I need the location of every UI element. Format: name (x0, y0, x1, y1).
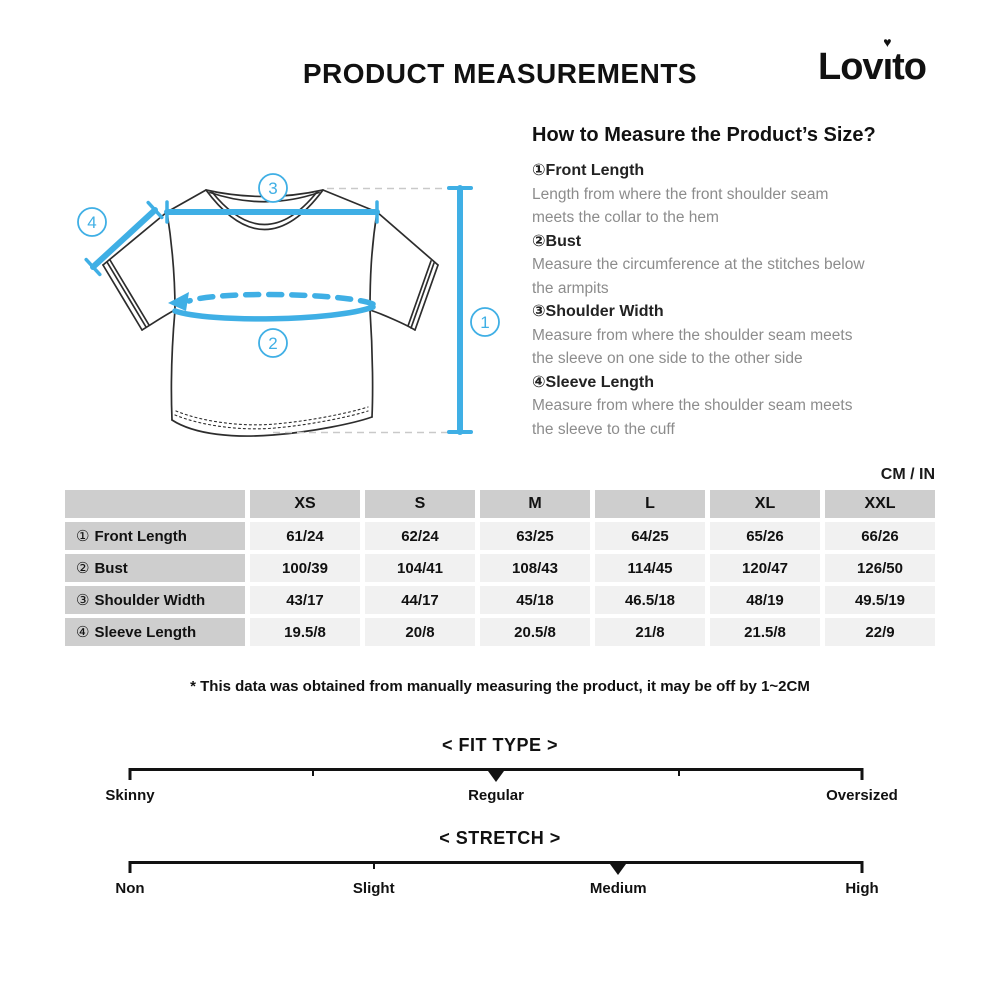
stretch-labels (115, 880, 879, 900)
table-value: 64/25 (595, 522, 705, 550)
row-label: ③ Shoulder Width (65, 586, 245, 614)
column-header: S (365, 490, 475, 518)
callout-2-num: 2 (268, 334, 278, 353)
fit-type-title: < FIT TYPE > (441, 735, 559, 755)
row-label: ① Front Length (65, 522, 245, 550)
column-header: XS (250, 490, 360, 518)
table-value: 45/18 (480, 586, 590, 614)
bust-measure-ellipse-solid (175, 307, 373, 319)
tshirt-diagram (55, 150, 515, 470)
table-value: 108/43 (480, 554, 590, 582)
table-value: 19.5/8 (250, 618, 360, 646)
table-value: 104/41 (365, 554, 475, 582)
fit-type-scale (130, 768, 862, 784)
how-to-item: ④Sleeve Length Measure from where the shoulder seam meets the sleeve to the cuff (532, 373, 853, 438)
bust-arrow-head (168, 292, 189, 311)
stretch-axis-line (130, 861, 862, 864)
table-value: 43/17 (250, 586, 360, 614)
table-value: 62/24 (365, 522, 475, 550)
table-value: 100/39 (250, 554, 360, 582)
tick (129, 861, 132, 873)
callout-4-num: 4 (87, 213, 97, 232)
table-value: 21.5/8 (710, 618, 820, 646)
bust-measure-ellipse-dashed (189, 295, 373, 304)
table-corner-cell (65, 490, 245, 518)
table-value: 61/24 (250, 522, 360, 550)
size-table (65, 490, 935, 646)
scale-label: Skinny (105, 787, 155, 804)
units-label: CM / IN (880, 466, 935, 483)
column-header: XXL (825, 490, 935, 518)
column-header: XL (710, 490, 820, 518)
scale-label: High (845, 880, 879, 897)
table-value: 66/26 (825, 522, 935, 550)
table-value: 44/17 (365, 586, 475, 614)
table-value: 20.5/8 (480, 618, 590, 646)
tick (678, 768, 680, 776)
how-to-section (532, 124, 942, 441)
page-title: PRODUCT MEASUREMENTS (302, 58, 698, 89)
tick (373, 861, 375, 869)
table-value: 49.5/19 (825, 586, 935, 614)
how-to-item: ③Shoulder Width Measure from where the shoulder seam meets the sleeve on one side to the other side (532, 303, 853, 367)
callout-3-num: 3 (268, 179, 278, 198)
fit-type-labels (105, 787, 898, 807)
scale-label: Slight (352, 880, 395, 897)
table-value: 65/26 (710, 522, 820, 550)
fit-type-marker-icon (488, 771, 504, 782)
table-value: 46.5/18 (595, 586, 705, 614)
scale-label: Medium (589, 880, 647, 897)
table-value: 126/50 (825, 554, 935, 582)
table-value: 48/19 (710, 586, 820, 614)
tick (861, 768, 864, 780)
tick (129, 768, 132, 780)
scale-label: Regular (468, 787, 524, 804)
row-label: ② Bust (65, 554, 245, 582)
callout-1-num: 1 (480, 313, 490, 332)
stretch-title: < STRETCH > (439, 828, 561, 848)
measurement-disclaimer: * This data was obtained from manually measuring the product, it may be off by 1~2CM (190, 678, 810, 695)
how-to-title: How to Measure the Product’s Size? (532, 124, 876, 146)
column-header: L (595, 490, 705, 518)
table-value: 22/9 (825, 618, 935, 646)
lovito-logo: Lov ♥ ıto (818, 34, 926, 88)
tick (312, 768, 314, 776)
how-to-item: ②Bust Measure the circumference at the stitches below the armpits (532, 232, 865, 297)
tick (861, 861, 864, 873)
column-header: M (480, 490, 590, 518)
heart-icon: ♥ (883, 34, 892, 50)
stretch-scale (130, 861, 862, 877)
table-value: 21/8 (595, 618, 705, 646)
stretch-marker-icon (610, 864, 626, 875)
table-value: 120/47 (710, 554, 820, 582)
tshirt-outline (103, 190, 438, 436)
table-value: 20/8 (365, 618, 475, 646)
table-value: 63/25 (480, 522, 590, 550)
table-value: 114/45 (595, 554, 705, 582)
logo-text: Lov (818, 46, 883, 88)
row-label: ④ Sleeve Length (65, 618, 245, 646)
scale-label: Oversized (826, 787, 898, 804)
how-to-item: ①Front Length Length from where the front shoulder seam meets the collar to the hem (532, 162, 829, 226)
scale-label: Non (115, 880, 145, 897)
